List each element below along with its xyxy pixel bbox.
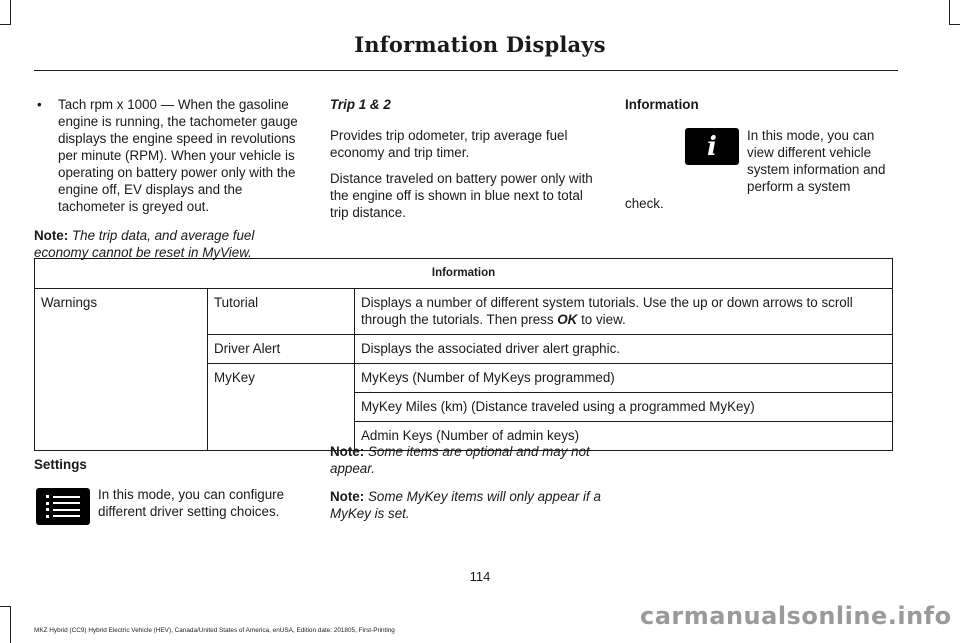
table-desc-cell: MyKeys (Number of MyKeys programmed): [355, 364, 893, 393]
trip-paragraph-2: Distance traveled on battery power only with the engine off is shown in blue next to total trip distance.: [330, 171, 593, 220]
optional-items-note: [330, 443, 602, 477]
desc-text: Displays a number of different system tutorials. Use the up or down arrows to scroll through the tutorials. Then press: [361, 295, 853, 327]
bullet-dot: •: [37, 97, 42, 112]
trip-reset-note: [34, 227, 304, 261]
mykey-items-note: [330, 488, 602, 522]
note-text: The trip data, and average fuel economy cannot be reset in MyView.: [34, 228, 255, 260]
table-caption: Information: [35, 259, 893, 289]
header-rule: [34, 70, 898, 71]
watermark-logo: carmanualsonline.info: [640, 602, 952, 630]
note-label: Note:: [330, 444, 365, 459]
table-group-cell: Warnings: [35, 289, 208, 451]
ok-emphasis: OK: [557, 312, 578, 327]
crop-mark-bl-h: [0, 606, 11, 607]
info-icon: [685, 128, 739, 165]
settings-text: In this mode, you can configure different driver setting choices.: [98, 487, 285, 519]
crop-mark-bl-v: [10, 606, 11, 643]
table-item-cell: MyKey: [208, 364, 355, 451]
information-text: In this mode, you can view different vehicle system information and perform a system: [747, 128, 886, 194]
table-desc-cell: Admin Keys (Number of admin keys): [355, 422, 893, 451]
information-text-end: check.: [625, 196, 664, 211]
table-row: [35, 289, 893, 335]
page-title: Information Displays: [354, 32, 606, 57]
desc-text-end: to view.: [577, 312, 626, 327]
footer-text: MKZ Hybrid (CC9) Hybrid Electric Vehicle (HEV), Canada/United States of America, enUSA, Edition date: 201805, First-Printing: [34, 627, 395, 634]
trip-paragraph-1: Provides trip odometer, trip average fuel economy and trip timer.: [330, 128, 568, 160]
column-right: [625, 96, 897, 221]
table-item-cell: Tutorial: [208, 289, 355, 335]
information-table: [34, 258, 893, 451]
information-heading: Information: [625, 97, 699, 112]
tach-description: Tach rpm x 1000 — When the gasoline engine is running, the tachometer gauge displays the engine speed in revolutions per minute (RPM). When your vehicle is operating on battery power only with the engine off, EV displays and the tachometer is greyed out.: [58, 97, 298, 214]
page-number: 114: [469, 569, 491, 584]
trip-heading: Trip 1 & 2: [330, 97, 391, 112]
note-text: Some MyKey items will only appear if a MyKey is set.: [330, 489, 601, 521]
settings-list-icon: [36, 488, 90, 525]
table-desc-cell: MyKey Miles (km) (Distance traveled using a programmed MyKey): [355, 393, 893, 422]
table-item-cell: Driver Alert: [208, 335, 355, 364]
table-header-row: [35, 259, 893, 289]
table-desc-cell: Displays the associated driver alert graphic.: [355, 335, 893, 364]
crop-mark-tr-v: [949, 0, 950, 24]
column-left: [34, 96, 304, 270]
table-desc-cell: [355, 289, 893, 335]
note-label: Note:: [34, 228, 69, 243]
note-label: Note:: [330, 489, 365, 504]
crop-mark-tl-h: [0, 24, 11, 25]
settings-section: [34, 456, 304, 529]
crop-mark-tl-v: [10, 0, 11, 24]
notes-middle: [330, 443, 602, 533]
note-text: Some items are optional and may not appear.: [330, 444, 590, 476]
info-glyph: i: [707, 131, 717, 162]
column-middle: [330, 96, 602, 230]
settings-heading: Settings: [34, 457, 87, 472]
crop-mark-tr-h: [949, 24, 960, 25]
list-item: [34, 96, 304, 215]
